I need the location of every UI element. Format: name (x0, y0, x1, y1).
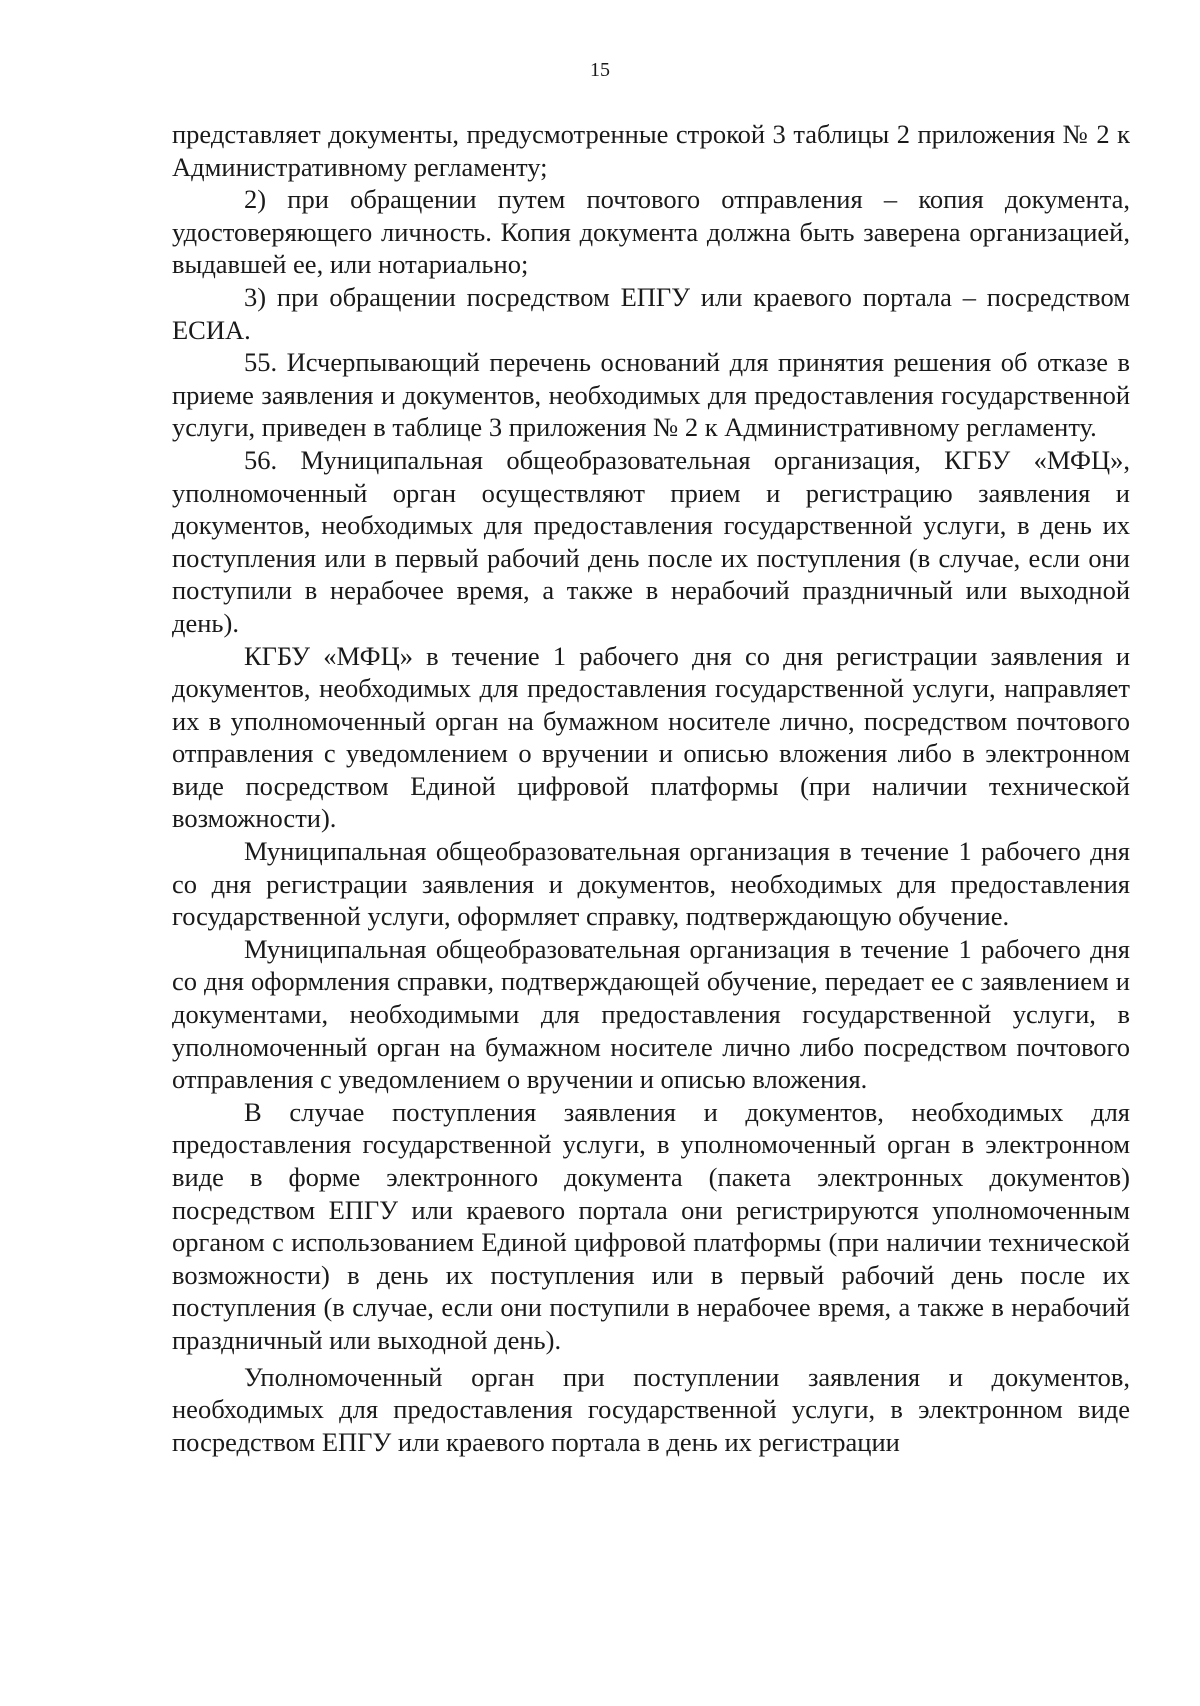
paragraph-school-registration: Муниципальная общеобразовательная организация в течение 1 рабочего дня со дня регистрации заявления и документов, необходимых для предоставления государственной услуги, оформляет справку, подтверждающую обучение. (172, 836, 1130, 932)
paragraph-electronic-receipt: В случае поступления заявления и документов, необходимых для предоставления государственной услуги, в уполномоченный орган в электронном виде в форме электронного документа (пакета электронных документов) посредством ЕПГУ или краевого портала они регистрируются уполномоченным органом с использованием Единой цифровой платформы (при наличии технической возможности) в день их поступления или в первый рабочий день после их поступления (в случае, если они поступили в нерабочее время, а также в нерабочий праздничный или выходной день). (172, 1096, 1130, 1355)
paragraph-authorized-body: Уполномоченный орган при поступлении заявления и документов, необходимых для предоставления государственной услуги, в электронном виде посредством ЕПГУ или краевого портала в день их регистрации (172, 1361, 1130, 1457)
paragraph-mfc: КГБУ «МФЦ» в течение 1 рабочего дня со дня регистрации заявления и документов, необходимых для предоставления государственной услуги, направляет их в уполномоченный орган на бумажном носителе лично, посредством почтового отправления с уведомлением о вручении и описью вложения либо в электронном виде посредством Единой цифровой платформы (при наличии технической возможности). (172, 640, 1130, 834)
paragraph-continuation: представляет документы, предусмотренные строкой 3 таблицы 2 приложения № 2 к Административному регламенту; (172, 119, 1130, 182)
page-number: 15 (590, 59, 610, 81)
document-body (172, 118, 1130, 1458)
paragraph-item-2: 2) при обращении путем почтового отправления – копия документа, удостоверяющего личность. Копия документа должна быть заверена организацией, выдавшей ее, или нотариально; (172, 184, 1130, 280)
paragraph-55: 55. Исчерпывающий перечень оснований для принятия решения об отказе в приеме заявления и документов, необходимых для предоставления государственной услуги, приведен в таблице 3 приложения № 2 к Административному регламенту. (172, 347, 1130, 443)
paragraph-school-transfer: Муниципальная общеобразовательная организация в течение 1 рабочего дня со дня оформления справки, подтверждающей обучение, передает ее с заявлением и документами, необходимыми для предоставления государственной услуги, в уполномоченный орган на бумажном носителе лично либо посредством почтового отправления с уведомлением о вручении и описью вложения. (172, 933, 1130, 1095)
paragraph-item-3: 3) при обращении посредством ЕПГУ или краевого портала – посредством ЕСИА. (172, 281, 1130, 345)
paragraph-56: 56. Муниципальная общеобразовательная организация, КГБУ «МФЦ», уполномоченный орган осуществляют прием и регистрацию заявления и документов, необходимых для предоставления государственной услуги, в день их поступления или в первый рабочий день после их поступления (в случае, если они поступили в нерабочее время, а также в нерабочий праздничный или выходной день). (172, 444, 1130, 638)
